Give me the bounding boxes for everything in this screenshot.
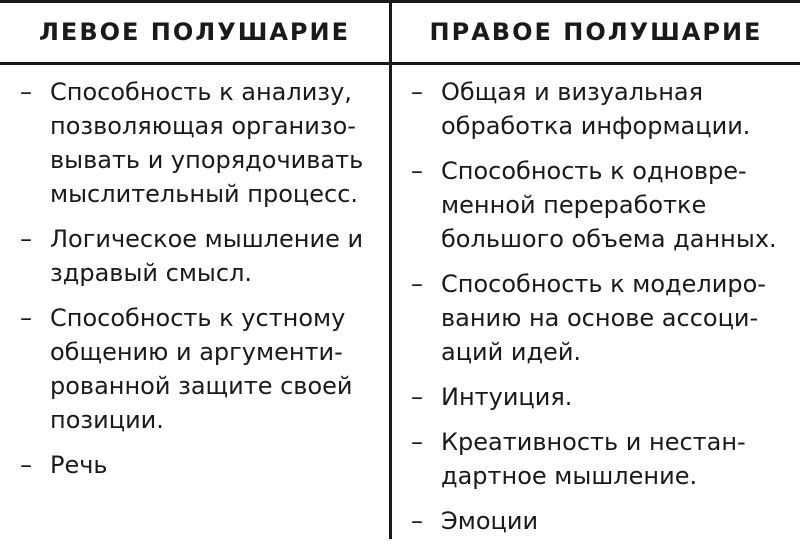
left-list-item	[20, 448, 380, 482]
bullet-dash: –	[411, 383, 423, 411]
left-hemisphere-list	[20, 75, 380, 493]
list-item-line: общению и аргументи-	[50, 338, 343, 366]
list-item-line: Логическое мышление и	[50, 225, 364, 253]
list-item-line: Интуиция.	[441, 383, 573, 411]
left-list-item	[20, 222, 380, 290]
list-item-line: дартное мышление.	[441, 462, 698, 490]
right-list-item	[411, 504, 791, 538]
right-hemisphere-header: ПРАВОЕ ПОЛУШАРИЕ	[429, 18, 763, 46]
list-item-line: Общая и визуальная	[441, 78, 704, 106]
list-item-line: Эмоции	[441, 507, 539, 535]
list-item-line: вывать и упорядочивать	[50, 146, 364, 174]
bullet-dash: –	[411, 428, 423, 456]
list-item-line: позволяющая организо-	[50, 112, 356, 140]
right-list-item	[411, 267, 791, 369]
list-item-line: Способность к анализу,	[50, 78, 352, 106]
bullet-dash: –	[411, 78, 423, 106]
right-list-item	[411, 425, 791, 493]
bullet-dash: –	[411, 270, 423, 298]
bullet-dash: –	[20, 225, 32, 253]
list-item-line: мыслительный процесс.	[50, 180, 359, 208]
right-list-item	[411, 380, 791, 414]
list-item-line: большого объема данных.	[441, 225, 777, 253]
left-list-item	[20, 301, 380, 437]
list-item-line: позиции.	[50, 406, 164, 434]
list-item-line: аций идей.	[441, 338, 582, 366]
list-item-line: рованной защите своей	[50, 372, 353, 400]
column-divider	[389, 0, 392, 539]
list-item-line: Способность к моделиро-	[441, 270, 766, 298]
right-hemisphere-list	[411, 75, 791, 549]
bullet-dash: –	[411, 507, 423, 535]
left-hemisphere-header: ЛЕВОЕ ПОЛУШАРИЕ	[39, 18, 350, 46]
list-item-line: Способность к одновре-	[441, 157, 747, 185]
bullet-dash: –	[20, 78, 32, 106]
bullet-dash: –	[20, 451, 32, 479]
list-item-line: Способность к устному	[50, 304, 346, 332]
list-item-line: Креативность и нестан-	[441, 428, 746, 456]
list-item-line: здравый смысл.	[50, 259, 253, 287]
bullet-dash: –	[20, 304, 32, 332]
list-item-line: Речь	[50, 451, 108, 479]
list-item-line: менной переработке	[441, 191, 707, 219]
left-list-item	[20, 75, 380, 211]
bullet-dash: –	[411, 157, 423, 185]
right-list-item	[411, 154, 791, 256]
list-item-line: обработка информации.	[441, 112, 751, 140]
list-item-line: ванию на основе ассоци-	[441, 304, 759, 332]
right-list-item	[411, 75, 791, 143]
